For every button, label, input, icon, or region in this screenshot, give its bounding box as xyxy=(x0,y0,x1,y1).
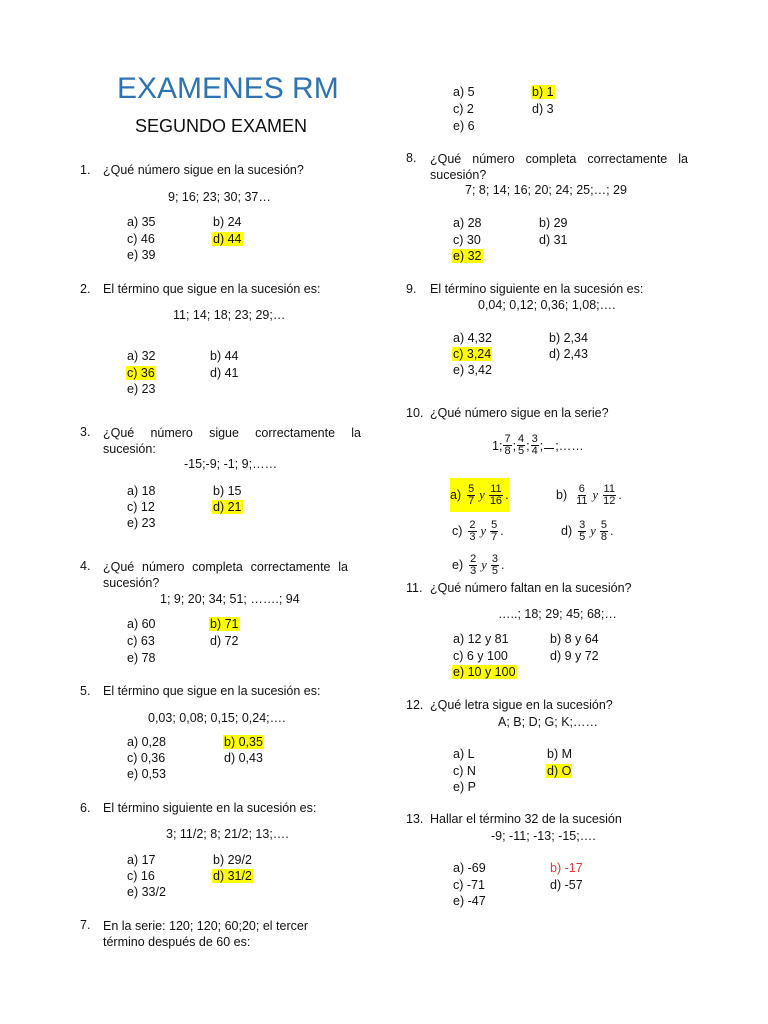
sequence-start: 1; xyxy=(492,438,503,453)
option-a: a) L xyxy=(453,747,475,761)
question-number: 10. xyxy=(406,406,424,420)
option-e: e) P xyxy=(453,780,476,794)
question-text: ¿Qué número sigue en la sucesión? xyxy=(103,163,304,177)
sequence: …..; 18; 29; 45; 68;… xyxy=(498,607,617,621)
fraction: $\frac{5}{7}$ xyxy=(468,482,475,507)
page-title: EXAMENES RM xyxy=(117,72,339,105)
option-c: c) N xyxy=(453,764,476,778)
separator: ; xyxy=(512,438,517,453)
blank xyxy=(544,442,554,449)
option-d-correct: d) 21 xyxy=(213,500,242,514)
option-a: a) 35 xyxy=(127,215,156,229)
option-c: c) 46 xyxy=(127,232,155,246)
option-d: d) 31 xyxy=(539,233,568,247)
option-a: a) 60 xyxy=(127,617,156,631)
option-d: d) 3 xyxy=(532,102,554,116)
option-b: b) M xyxy=(547,747,572,761)
option-e: e) 78 xyxy=(127,651,156,665)
option-e: e) 23 xyxy=(127,516,156,530)
option-b: b) 29/2 xyxy=(213,853,252,867)
separator: ; xyxy=(539,438,544,453)
sequence: 1; 9; 20; 34; 51; …….; 94 xyxy=(160,592,300,606)
question-text: El término siguiente en la sucesión es: xyxy=(103,801,317,815)
option-a: a) 0,28 xyxy=(127,735,166,749)
option-a: a) 28 xyxy=(453,216,482,230)
option-d-correct: d) 44 xyxy=(213,232,242,246)
question-text: ¿Qué letra sigue en la sucesión? xyxy=(430,698,613,712)
option-a: a) 18 xyxy=(127,484,156,498)
question-number: 8. xyxy=(406,151,417,165)
option-d: d) $\frac{3}{5}$ y $\frac{5}{8}$ . xyxy=(561,518,614,543)
fraction: $\frac{3}{5}$ xyxy=(579,518,586,543)
option-d: d) 2,43 xyxy=(549,347,588,361)
question-text: El término siguiente en la sucesión es: xyxy=(430,282,644,296)
option-b: b) 24 xyxy=(213,215,242,229)
option-a: a) 17 xyxy=(127,853,156,867)
option-e: e) -47 xyxy=(453,894,486,908)
option-a-correct: a) $\frac{5}{7}$ y $\frac{11}{16}$ . xyxy=(450,478,509,512)
fraction: $\frac{4}{5}$ xyxy=(518,433,525,457)
fraction: $\frac{2}{3}$ xyxy=(469,518,476,543)
question-text: En la serie: 120; 120; 60;20; el tercer término después de 60 es: xyxy=(103,919,308,949)
option-b: b) 44 xyxy=(210,349,239,363)
option-d-correct: d) O xyxy=(547,764,572,778)
sequence: 3; 11/2; 8; 21/2; 13;…. xyxy=(166,827,289,841)
fraction: $\frac{2}{3}$ xyxy=(470,552,477,577)
sequence: -9; -11; -13; -15;…. xyxy=(491,829,596,843)
option-d: d) 0,43 xyxy=(224,751,263,765)
option-c: c) $\frac{2}{3}$ y $\frac{5}{7}$ . xyxy=(452,518,504,543)
option-b: b) 29 xyxy=(539,216,568,230)
question-number: 7. xyxy=(80,918,91,932)
option-d-correct: d) 31/2 xyxy=(213,869,252,883)
question-number: 2. xyxy=(80,282,91,296)
question-number: 12. xyxy=(406,698,424,712)
sequence-end: ;…… xyxy=(555,438,584,453)
option-a: a) 12 y 81 xyxy=(453,632,509,646)
option-c: c) 63 xyxy=(127,634,155,648)
option-d: d) 9 y 72 xyxy=(550,649,599,663)
question-text: ¿Qué número faltan en la sucesión? xyxy=(430,581,632,595)
option-c: c) 6 y 100 xyxy=(453,649,508,663)
option-d: d) 41 xyxy=(210,366,239,380)
option-b-correct: b) 0,35 xyxy=(224,735,263,749)
fraction: $\frac{11}{16}$ xyxy=(489,482,503,507)
fraction-sequence xyxy=(492,434,584,457)
question-text: Hallar el término 32 de la sucesión xyxy=(430,812,622,826)
option-c: c) 0,36 xyxy=(127,751,166,765)
option-e: e) 0,53 xyxy=(127,767,166,781)
fraction: $\frac{3}{5}$ xyxy=(491,552,498,577)
question-text: ¿Qué número completa correctamente la sucesión? xyxy=(103,560,348,590)
option-e-correct: e) 10 y 100 xyxy=(453,665,516,679)
option-c: c) 12 xyxy=(127,500,155,514)
sequence: 11; 14; 18; 23; 29;… xyxy=(173,308,286,322)
question-number: 5. xyxy=(80,684,91,698)
question-number: 3. xyxy=(80,425,91,439)
question-number: 13. xyxy=(406,812,424,826)
option-d: d) 72 xyxy=(210,634,239,648)
option-a: a) 32 xyxy=(127,349,156,363)
option-a: a) -69 xyxy=(453,861,486,875)
option-e: e) 33/2 xyxy=(127,885,166,899)
option-e-correct: e) 32 xyxy=(453,249,482,263)
option-b-correct: b) 71 xyxy=(210,617,239,631)
fraction: $\frac{5}{8}$ xyxy=(600,518,607,543)
question-text: ¿Qué número completa correctamente la sucesión? xyxy=(430,152,688,182)
sequence: 0,03; 0,08; 0,15; 0,24;…. xyxy=(148,711,286,725)
option-c: c) 16 xyxy=(127,869,155,883)
option-b-correct: b) -17 xyxy=(550,861,583,875)
option-e: e) 3,42 xyxy=(453,363,492,377)
question-text: ¿Qué número sigue en la serie? xyxy=(430,406,609,420)
fraction: $\frac{7}{8}$ xyxy=(504,433,511,457)
option-b: b) 8 y 64 xyxy=(550,632,599,646)
option-c: c) -71 xyxy=(453,878,485,892)
question-text: El término que sigue en la sucesión es: xyxy=(103,282,321,296)
option-a: a) 4,32 xyxy=(453,331,492,345)
sequence: 7; 8; 14; 16; 20; 24; 25;…; 29 xyxy=(465,183,627,197)
option-e: e) $\frac{2}{3}$ y $\frac{3}{5}$ . xyxy=(452,552,505,577)
question-number: 4. xyxy=(80,559,91,573)
separator: ; xyxy=(526,438,530,453)
option-e: e) 23 xyxy=(127,382,156,396)
sequence: A; B; D; G; K;…… xyxy=(498,715,599,729)
sequence: 9; 16; 23; 30; 37… xyxy=(168,190,271,204)
question-number: 9. xyxy=(406,282,417,296)
option-e: e) 6 xyxy=(453,119,475,133)
question-text: El término que sigue en la sucesión es: xyxy=(103,684,321,698)
option-d: d) -57 xyxy=(550,878,583,892)
option-c-correct: c) 3,24 xyxy=(453,347,492,361)
question-number: 1. xyxy=(80,163,91,177)
fraction: $\frac{3}{4}$ xyxy=(531,433,538,457)
fraction: $\frac{5}{7}$ xyxy=(491,518,498,543)
question-number: 6. xyxy=(80,801,91,815)
option-b: b) $\frac{6}{11}$ y $\frac{11}{12}$ . xyxy=(556,482,622,507)
question-number: 11. xyxy=(406,581,423,595)
option-a: a) 5 xyxy=(453,85,475,99)
option-c-correct: c) 36 xyxy=(127,366,155,380)
fraction: $\frac{6}{11}$ xyxy=(576,482,588,507)
sequence: 0,04; 0,12; 0,36; 1,08;…. xyxy=(478,298,616,312)
sequence: -15;-9; -1; 9;…… xyxy=(184,457,278,471)
fraction: $\frac{11}{12}$ xyxy=(603,482,616,507)
option-c: c) 30 xyxy=(453,233,481,247)
option-c: c) 2 xyxy=(453,102,474,116)
question-text: ¿Qué número sigue correctamente la sucesión: xyxy=(103,426,361,456)
page-subtitle: SEGUNDO EXAMEN xyxy=(135,116,308,136)
option-b: b) 2,34 xyxy=(549,331,588,345)
option-b-correct: b) 1 xyxy=(532,85,554,99)
option-e: e) 39 xyxy=(127,248,156,262)
option-b: b) 15 xyxy=(213,484,242,498)
